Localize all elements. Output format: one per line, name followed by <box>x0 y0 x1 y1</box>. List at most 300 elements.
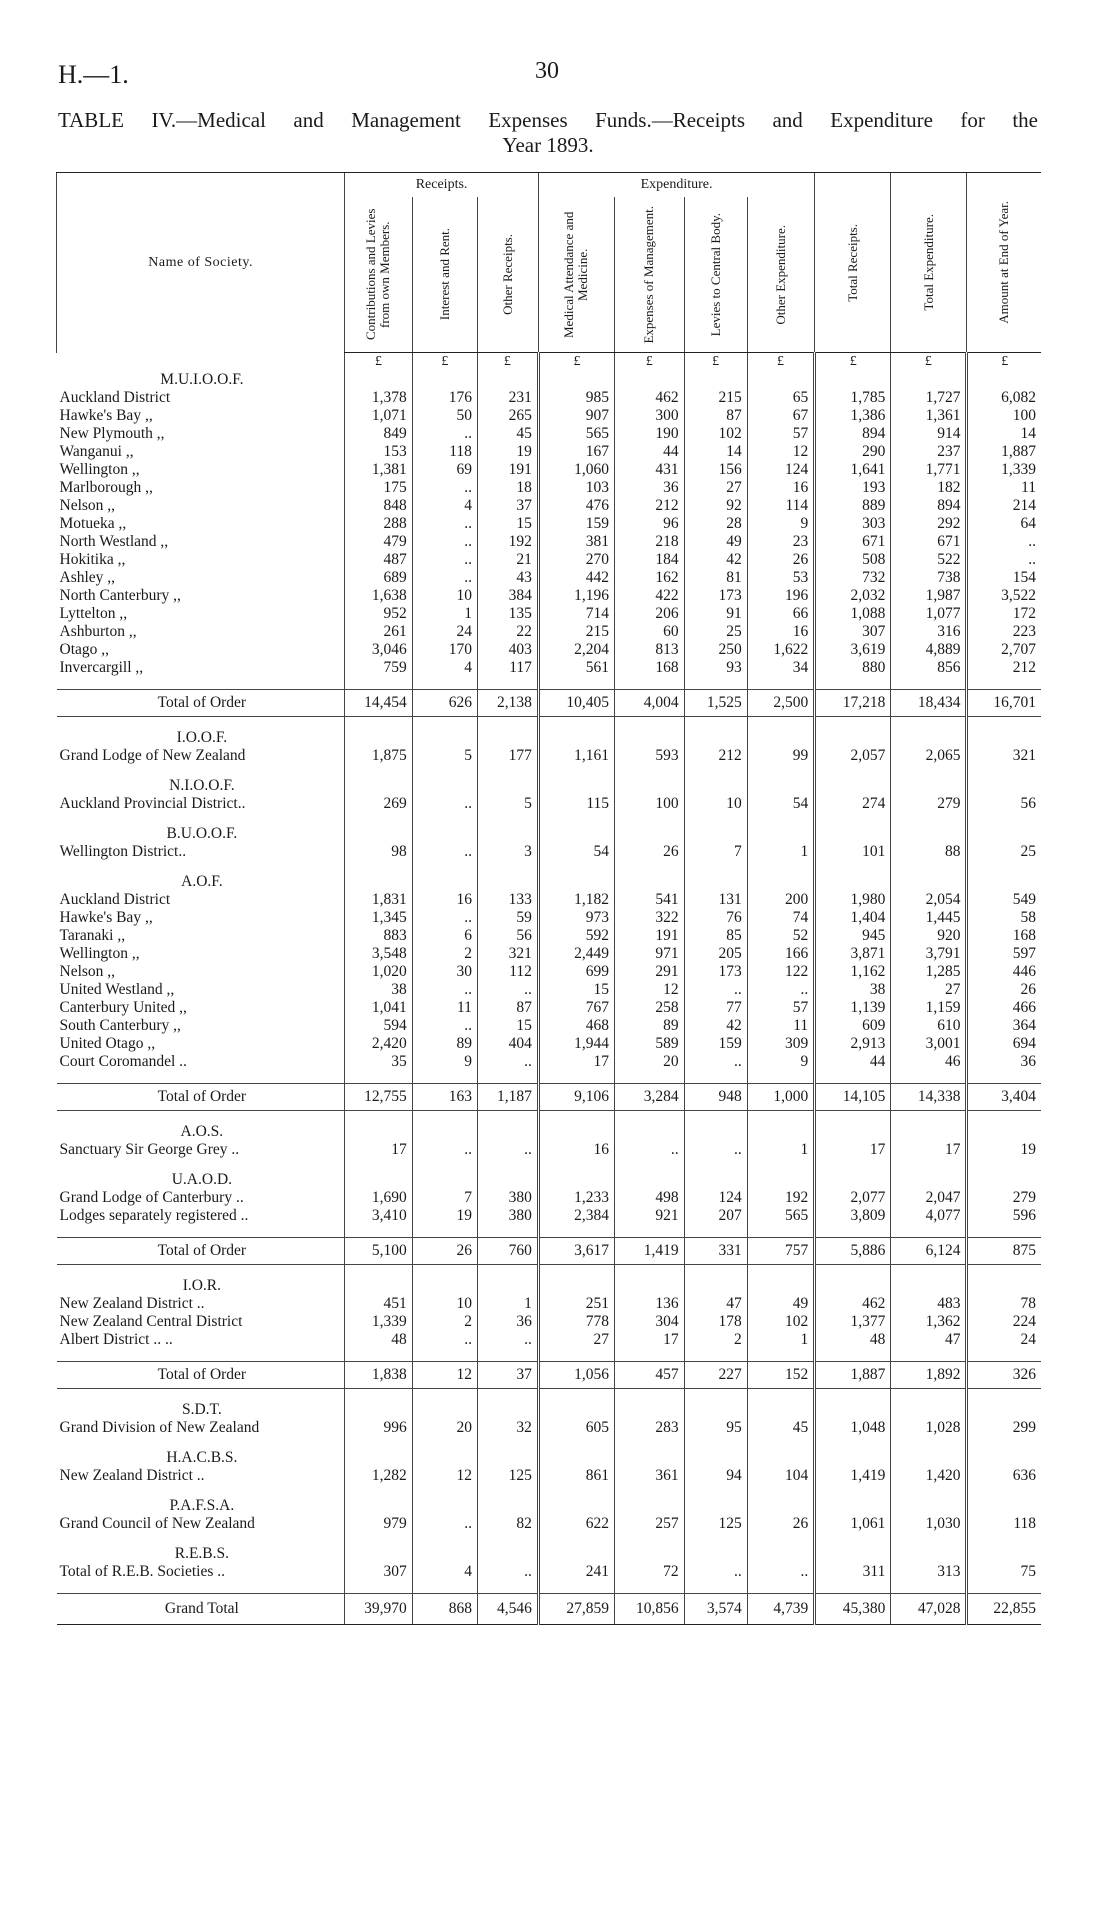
empty-cell <box>477 1349 538 1362</box>
total-row <box>57 1362 1042 1389</box>
cell-value: 163 <box>412 1084 477 1111</box>
empty-cell <box>615 1349 685 1362</box>
empty-cell <box>967 1545 1041 1563</box>
cell-value: 231 <box>477 389 538 407</box>
cell-value: 56 <box>477 927 538 945</box>
society-name: Grand Lodge of New Zealand <box>59 747 246 764</box>
empty-cell <box>684 765 747 777</box>
cell-value: 17 <box>891 1141 967 1159</box>
empty-cell <box>615 813 685 825</box>
cell-value: 3,522 <box>967 587 1041 605</box>
cell-value: 166 <box>747 945 814 963</box>
empty-cell <box>477 1485 538 1497</box>
empty-cell <box>684 861 747 873</box>
empty-cell <box>615 1545 685 1563</box>
cell-value: 190 <box>615 425 685 443</box>
cell-value: 38 <box>345 981 412 999</box>
empty-cell <box>967 1225 1041 1238</box>
empty-cell <box>967 873 1041 891</box>
cell-value: 224 <box>967 1313 1041 1331</box>
cell-value: 1 <box>747 1331 814 1349</box>
empty-cell <box>345 717 412 730</box>
empty-cell <box>891 1497 967 1515</box>
empty-cell <box>538 1277 614 1295</box>
spacer-row <box>57 1581 1042 1594</box>
cell-value: 64 <box>967 515 1041 533</box>
cell-value: 43 <box>477 569 538 587</box>
society-name: Wellington District.. <box>59 843 187 860</box>
empty-cell <box>747 1265 814 1278</box>
society-name: Grand Lodge of Canterbury .. <box>59 1189 244 1206</box>
empty-cell <box>891 1277 967 1295</box>
cell-value: 60 <box>615 623 685 641</box>
cell-value: 59 <box>477 909 538 927</box>
cell-value: 1,892 <box>891 1362 967 1389</box>
cell-value: 2,138 <box>477 690 538 717</box>
cell-value: 118 <box>967 1515 1041 1533</box>
empty-cell <box>412 1071 477 1084</box>
cell-value: 3,001 <box>891 1035 967 1053</box>
cell-value: 1,162 <box>815 963 891 981</box>
cell-value: 849 <box>345 425 412 443</box>
empty-cell <box>412 1277 477 1295</box>
cell-value: 1,377 <box>815 1313 891 1331</box>
cell-value: 597 <box>967 945 1041 963</box>
total-label: Total of Order <box>57 1238 345 1265</box>
empty-cell <box>538 1449 614 1467</box>
cell-value: 176 <box>412 389 477 407</box>
cell-value: 47,028 <box>891 1594 967 1625</box>
empty-cell <box>815 1265 891 1278</box>
cell-value: .. <box>477 1563 538 1581</box>
cell-value: 44 <box>815 1053 891 1071</box>
empty-cell <box>747 1449 814 1467</box>
empty-cell <box>747 1389 814 1402</box>
cell-value: 191 <box>615 927 685 945</box>
levies-header: Levies to Central Body. <box>707 212 723 337</box>
society-name: South Canterbury ,, <box>59 1017 181 1034</box>
empty-cell <box>747 1581 814 1594</box>
cell-value: 1,196 <box>538 587 614 605</box>
cell-value: 451 <box>345 1295 412 1313</box>
spacer-row <box>57 813 1042 825</box>
cell-value: 1,445 <box>891 909 967 927</box>
cell-value: 196 <box>747 587 814 605</box>
cell-value: 1,056 <box>538 1362 614 1389</box>
empty-cell <box>891 371 967 389</box>
empty-cell <box>684 1545 747 1563</box>
cell-value: .. <box>477 981 538 999</box>
cell-value: 4,739 <box>747 1594 814 1625</box>
society-name: Lodges separately registered .. <box>59 1207 249 1224</box>
table-row <box>57 407 1042 425</box>
cell-value: 102 <box>684 425 747 443</box>
empty-cell <box>967 1581 1041 1594</box>
society-name: Court Coromandel .. <box>59 1053 187 1070</box>
cell-value: 1,000 <box>747 1084 814 1111</box>
table-row <box>57 569 1042 587</box>
society-name: Hokitika ,, <box>59 551 126 568</box>
empty-cell <box>345 1485 412 1497</box>
spacer-row <box>57 1349 1042 1362</box>
cell-value: 307 <box>345 1563 412 1581</box>
empty-cell <box>615 1071 685 1084</box>
cell-value: .. <box>412 479 477 497</box>
empty-cell <box>684 1225 747 1238</box>
cell-value: 759 <box>345 659 412 677</box>
group-title: M.U.I.O.O.F. <box>160 371 244 388</box>
cell-value: 861 <box>538 1467 614 1485</box>
empty-cell <box>891 1123 967 1141</box>
cell-value: .. <box>412 425 477 443</box>
cell-value: 321 <box>477 945 538 963</box>
cell-value: 112 <box>477 963 538 981</box>
empty-cell <box>967 1497 1041 1515</box>
cell-value: 322 <box>615 909 685 927</box>
empty-cell <box>412 1497 477 1515</box>
empty-cell <box>684 1111 747 1124</box>
society-name: Wanganui ,, <box>59 443 134 460</box>
cell-value: 7 <box>684 843 747 861</box>
cell-value: 589 <box>615 1035 685 1053</box>
empty-cell <box>345 873 412 891</box>
empty-cell <box>891 1171 967 1189</box>
cell-value: .. <box>412 843 477 861</box>
cell-value: 868 <box>412 1594 477 1625</box>
empty-cell <box>684 1123 747 1141</box>
cell-value: 404 <box>477 1035 538 1053</box>
cell-value: 131 <box>684 891 747 909</box>
cell-value: 47 <box>891 1331 967 1349</box>
cell-value: 2 <box>412 945 477 963</box>
cell-value: 5 <box>412 747 477 765</box>
empty-cell <box>538 1123 614 1141</box>
cell-value: 100 <box>967 407 1041 425</box>
table-row <box>57 1467 1042 1485</box>
empty-cell <box>815 825 891 843</box>
cell-value: 671 <box>891 533 967 551</box>
empty-cell <box>412 873 477 891</box>
empty-cell <box>477 1401 538 1419</box>
empty-cell <box>684 1159 747 1171</box>
cell-value: 778 <box>538 1313 614 1331</box>
spacer-row <box>57 1159 1042 1171</box>
table-row <box>57 909 1042 927</box>
table-row <box>57 461 1042 479</box>
cell-value: 5 <box>477 795 538 813</box>
empty-cell <box>747 873 814 891</box>
empty-cell <box>538 1159 614 1171</box>
cell-value: 24 <box>412 623 477 641</box>
empty-cell <box>684 371 747 389</box>
empty-cell <box>477 1123 538 1141</box>
cell-value: 10,405 <box>538 690 614 717</box>
cell-value: 269 <box>345 795 412 813</box>
cell-value: .. <box>412 1331 477 1349</box>
empty-cell <box>477 1545 538 1563</box>
empty-cell <box>815 873 891 891</box>
empty-cell <box>815 1123 891 1141</box>
empty-cell <box>747 1159 814 1171</box>
empty-cell <box>57 1111 345 1124</box>
table-row <box>57 641 1042 659</box>
cell-value: 921 <box>615 1207 685 1225</box>
currency-row <box>57 353 1042 372</box>
cell-value: 1,048 <box>815 1419 891 1437</box>
cell-value: .. <box>412 551 477 569</box>
cell-value: 133 <box>477 891 538 909</box>
cell-value: .. <box>412 533 477 551</box>
table-row <box>57 659 1042 677</box>
empty-cell <box>891 813 967 825</box>
cell-value: 14,105 <box>815 1084 891 1111</box>
cell-value: 4,889 <box>891 641 967 659</box>
empty-cell <box>345 1171 412 1189</box>
cell-value: 636 <box>967 1467 1041 1485</box>
cell-value: 257 <box>615 1515 685 1533</box>
cell-value: 907 <box>538 407 614 425</box>
cell-value: 39,970 <box>345 1594 412 1625</box>
cell-value: 26 <box>747 1515 814 1533</box>
cell-value: 72 <box>615 1563 685 1581</box>
empty-cell <box>684 1071 747 1084</box>
cell-value: 200 <box>747 891 814 909</box>
empty-cell <box>891 873 967 891</box>
society-name: New Zealand District .. <box>59 1467 205 1484</box>
cell-value: 27 <box>684 479 747 497</box>
empty-cell <box>967 777 1041 795</box>
cell-value: 541 <box>615 891 685 909</box>
group-title-row <box>57 1545 1042 1563</box>
table-row <box>57 443 1042 461</box>
table-row <box>57 1053 1042 1071</box>
cell-value: 1,690 <box>345 1189 412 1207</box>
table-row <box>57 1189 1042 1207</box>
empty-cell <box>538 1437 614 1449</box>
cell-value: 2,047 <box>891 1189 967 1207</box>
cell-value: 11 <box>412 999 477 1017</box>
cell-value: 694 <box>967 1035 1041 1053</box>
cell-value: 3,046 <box>345 641 412 659</box>
cell-value: 626 <box>412 690 477 717</box>
group-title-row <box>57 1123 1042 1141</box>
cell-value: 7 <box>412 1189 477 1207</box>
cell-value: 1,187 <box>477 1084 538 1111</box>
total-label: Total of Order <box>57 1362 345 1389</box>
empty-cell <box>412 1159 477 1171</box>
cell-value: 1,420 <box>891 1467 967 1485</box>
cell-value: 14,338 <box>891 1084 967 1111</box>
cell-value: .. <box>412 1141 477 1159</box>
cell-value: 403 <box>477 641 538 659</box>
cell-value: 103 <box>538 479 614 497</box>
cell-value: 309 <box>747 1035 814 1053</box>
cell-value: 321 <box>967 747 1041 765</box>
cell-value: 1,088 <box>815 605 891 623</box>
cell-value: 37 <box>477 497 538 515</box>
cell-value: 9 <box>412 1053 477 1071</box>
empty-cell <box>615 873 685 891</box>
empty-cell <box>891 1437 967 1449</box>
cell-value: 1,887 <box>815 1362 891 1389</box>
contributions-header: Contributions and Levies from own Members. <box>363 208 393 341</box>
cell-value: 223 <box>967 623 1041 641</box>
empty-cell <box>477 1159 538 1171</box>
cell-value: 35 <box>345 1053 412 1071</box>
cell-value: 17 <box>538 1053 614 1071</box>
society-name: Auckland District <box>59 891 171 908</box>
empty-cell <box>345 861 412 873</box>
table-row <box>57 981 1042 999</box>
cell-value: 4 <box>412 659 477 677</box>
empty-cell <box>538 1171 614 1189</box>
cell-value: 593 <box>615 747 685 765</box>
empty-cell <box>412 1389 477 1402</box>
cell-value: 316 <box>891 623 967 641</box>
cell-value: 299 <box>967 1419 1041 1437</box>
medical-header: Medical Attendance and Medicine. <box>561 211 591 338</box>
table-row <box>57 1207 1042 1225</box>
empty-cell <box>684 717 747 730</box>
spacer-row <box>57 1111 1042 1124</box>
cell-value: 36 <box>615 479 685 497</box>
cell-value: 1,378 <box>345 389 412 407</box>
cell-value: 258 <box>615 999 685 1017</box>
empty-cell <box>815 861 891 873</box>
spacer-row <box>57 677 1042 690</box>
group-title-row <box>57 1171 1042 1189</box>
society-name: Taranaki ,, <box>59 927 126 944</box>
society-name: North Westland ,, <box>59 533 169 550</box>
society-name: Auckland Provincial District.. <box>59 795 246 812</box>
cell-value: 875 <box>967 1238 1041 1265</box>
empty-cell <box>412 1111 477 1124</box>
cell-value: 1,980 <box>815 891 891 909</box>
cell-value: 212 <box>967 659 1041 677</box>
cell-value: 5,100 <box>345 1238 412 1265</box>
cell-value: 36 <box>967 1053 1041 1071</box>
cell-value: 173 <box>684 963 747 981</box>
cell-value: 270 <box>538 551 614 569</box>
empty-cell <box>538 1265 614 1278</box>
cell-value: 215 <box>684 389 747 407</box>
cell-value: 32 <box>477 1419 538 1437</box>
cell-value: 94 <box>684 1467 747 1485</box>
cell-value: 1,386 <box>815 407 891 425</box>
empty-cell <box>747 1111 814 1124</box>
empty-cell <box>684 1533 747 1545</box>
cell-value: .. <box>412 1017 477 1035</box>
empty-cell <box>345 1389 412 1402</box>
empty-cell <box>615 1437 685 1449</box>
cell-value: 177 <box>477 747 538 765</box>
table-row <box>57 927 1042 945</box>
cell-value: 1 <box>747 1141 814 1159</box>
cell-value: 99 <box>747 747 814 765</box>
cell-value: 462 <box>815 1295 891 1313</box>
total-label: Total of Order <box>57 1084 345 1111</box>
empty-cell <box>538 861 614 873</box>
cell-value: 26 <box>747 551 814 569</box>
empty-cell <box>57 353 345 372</box>
empty-cell <box>615 1225 685 1238</box>
cell-value: 125 <box>684 1515 747 1533</box>
cell-value: 92 <box>684 497 747 515</box>
society-name: Hawke's Bay ,, <box>59 407 153 424</box>
cell-value: 118 <box>412 443 477 461</box>
cell-value: 457 <box>615 1362 685 1389</box>
empty-cell <box>345 1437 412 1449</box>
cell-value: 16 <box>747 479 814 497</box>
cell-value: 738 <box>891 569 967 587</box>
cell-value: 136 <box>615 1295 685 1313</box>
empty-cell <box>345 1581 412 1594</box>
cell-value: 135 <box>477 605 538 623</box>
cell-value: 28 <box>684 515 747 533</box>
cell-value: 12 <box>412 1467 477 1485</box>
empty-cell <box>891 1225 967 1238</box>
cell-value: 1,404 <box>815 909 891 927</box>
empty-cell <box>967 1389 1041 1402</box>
management-header: Expenses of Management. <box>641 205 657 344</box>
group-title-row <box>57 1401 1042 1419</box>
cell-value: .. <box>412 909 477 927</box>
society-name: Nelson ,, <box>59 963 116 980</box>
empty-cell <box>412 371 477 389</box>
cell-value: 1,944 <box>538 1035 614 1053</box>
cell-value: 159 <box>684 1035 747 1053</box>
cell-value: 303 <box>815 515 891 533</box>
empty-cell <box>815 729 891 747</box>
cell-value: 384 <box>477 587 538 605</box>
cell-value: 594 <box>345 1017 412 1035</box>
cell-value: 3,284 <box>615 1084 685 1111</box>
cell-value: 175 <box>345 479 412 497</box>
table-row <box>57 533 1042 551</box>
cell-value: 3,619 <box>815 641 891 659</box>
table-row <box>57 605 1042 623</box>
cell-value: 45 <box>477 425 538 443</box>
cell-value: 54 <box>538 843 614 861</box>
cell-value: 914 <box>891 425 967 443</box>
cell-value: 1,139 <box>815 999 891 1017</box>
empty-cell <box>967 1277 1041 1295</box>
spacer-row <box>57 1071 1042 1084</box>
cell-value: 114 <box>747 497 814 515</box>
empty-cell <box>345 1123 412 1141</box>
cell-value: 124 <box>684 1189 747 1207</box>
cell-value: .. <box>684 1141 747 1159</box>
cell-value: 381 <box>538 533 614 551</box>
cell-value: 732 <box>815 569 891 587</box>
cell-value: 38 <box>815 981 891 999</box>
cell-value: 178 <box>684 1313 747 1331</box>
cell-value: 1,381 <box>345 461 412 479</box>
cell-value: 2,707 <box>967 641 1041 659</box>
page-number: 30 <box>535 58 559 84</box>
empty-cell <box>684 1581 747 1594</box>
society-name: Lyttelton ,, <box>59 605 128 622</box>
cell-value: 313 <box>891 1563 967 1581</box>
empty-cell <box>891 777 967 795</box>
cell-value: 25 <box>967 843 1041 861</box>
cell-value: 124 <box>747 461 814 479</box>
empty-cell <box>747 1485 814 1497</box>
empty-cell <box>345 1401 412 1419</box>
empty-cell <box>967 825 1041 843</box>
empty-cell <box>538 1111 614 1124</box>
currency-symbol: £ <box>477 353 538 372</box>
